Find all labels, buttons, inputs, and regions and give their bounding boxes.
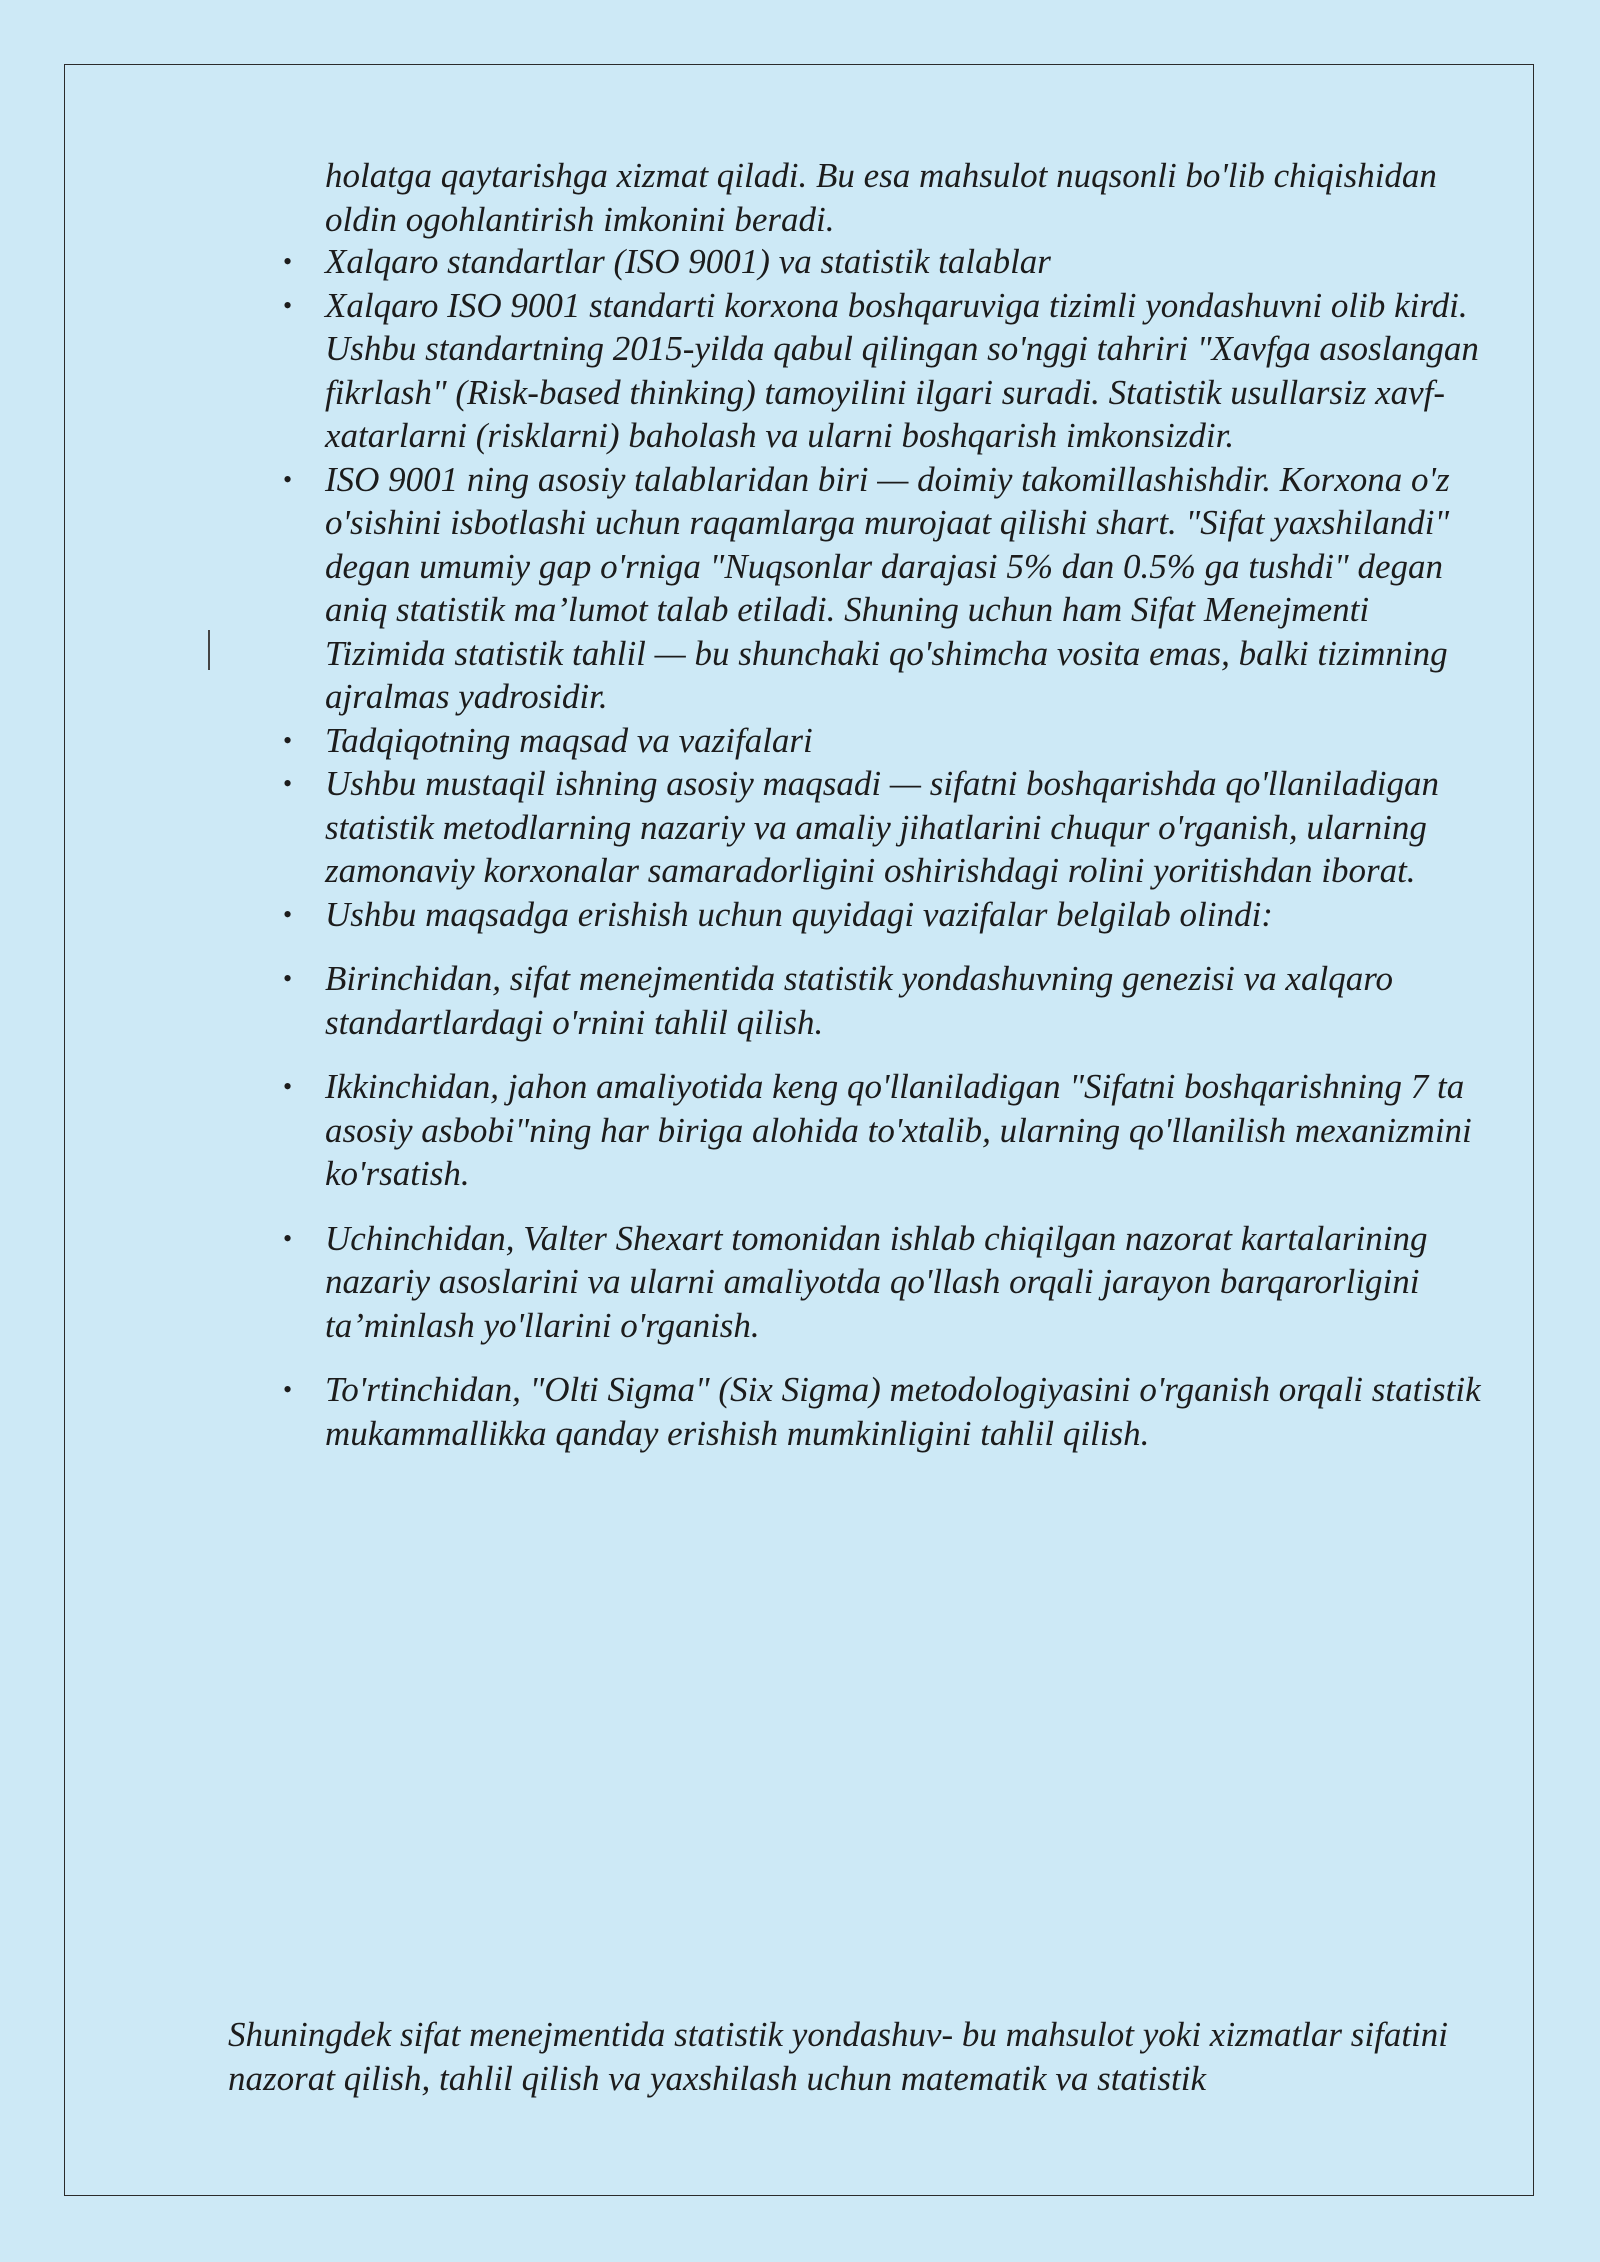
list-item-text: Ushbu maqsadga erishish uchun quyidagi vazifalar belgilab olindi: — [325, 894, 1273, 934]
list-item-text: Xalqaro ISO 9001 standarti korxona boshqaruviga tizimli yondashuvni olib kirdi. Ushbu standartning 2015-yilda qabul qilingan so'nggi tahriri "Xavfga asoslangan fikrlash" (Risk-based thinking) tamoyilini ilgari suradi. Statistik usullarsiz xavf-xatarlarni (risklarni) baholash va ularni boshqarish imkonsizdir. — [325, 285, 1479, 455]
continuation-paragraph: holatga qaytarishga xizmat qiladi. Bu esa mahsulot nuqsonli bo'lib chiqishidan oldin ogohlantirish imkonini beradi. — [325, 156, 1437, 239]
list-item — [283, 893, 1485, 937]
list-item — [283, 957, 1485, 1044]
bullet-icon: • — [283, 247, 293, 276]
bullet-icon: • — [283, 899, 293, 929]
list-item — [283, 458, 1485, 719]
list-item-text: Xalqaro standartlar (ISO 9001) va statistik talablar — [325, 242, 1051, 281]
list-item-text: To'rtinchidan, "Olti Sigma" (Six Sigma) metodologiyasini o'rganish orqali statistik mukammallikka qanday erishish mumkinligini tahlil qilish. — [325, 1370, 1481, 1453]
bullet-icon: • — [283, 290, 293, 320]
bullet-icon: • — [283, 1223, 293, 1253]
bullet-list — [0, 240, 1600, 1455]
list-item — [283, 1217, 1485, 1348]
bullet-icon: • — [283, 964, 293, 993]
bottom-paragraph: Shuningdek sifat menejmentida statistik yondashuv- bu mahsulot yoki xizmatlar sifatini nazorat qilish, tahlil qilish va yaxshilash uchun matematik va statistik — [228, 2015, 1449, 2098]
list-item — [283, 240, 1485, 284]
list-item — [283, 1368, 1485, 1455]
list-item — [283, 284, 1485, 458]
bullet-icon: • — [283, 464, 293, 494]
bullet-icon: • — [283, 725, 293, 755]
bullet-icon: • — [283, 1375, 293, 1404]
bullet-icon: • — [283, 769, 293, 798]
list-item-text: Ushbu mustaqil ishning asosiy maqsadi — sifatni boshqarishda qo'llaniladigan statistik metodlarning nazariy va amaliy jihatlarini chuqur o'rganish, ularning zamonaviy korxonalar samaradorligini oshirishdagi rolini yoritishdan iborat. — [325, 764, 1439, 890]
list-item — [283, 762, 1485, 893]
list-item-text: ISO 9001 ning asosiy talablaridan biri — doimiy takomillashishdir. Korxona o'z o'sishini isbotlashi uchun raqamlarga murojaat qilishi shart. "Sifat yaxshilandi" degan umumiy gap o'rniga "Nuqsonlar darajasi 5% dan 0.5% ga tushdi" degan aniq statistik ma’lumot talab etiladi. Shuning uchun ham Sifat Menejmenti Tizimida statistik tahlil — bu shunchaki qo'shimcha vosita emas, balki tizimning ajralmas yadrosidir. — [325, 459, 1450, 716]
list-item-text: Ikkinchidan, jahon amaliyotida keng qo'llaniladigan "Sifatni boshqarishning 7 ta asosiy asbobi"ning har biriga alohida to'xtalib, ularning qo'llanilish mexanizmini ko'rsatish. — [325, 1067, 1472, 1193]
list-item — [283, 719, 1485, 763]
list-item-text: Tadqiqotning maqsad va vazifalari — [325, 720, 813, 760]
list-item-text: Uchinchidan, Valter Shexart tomonidan ishlab chiqilgan nazorat kartalarining nazariy asoslarini va ularni amaliyotda qo'llash orqali jarayon barqarorligini ta’minlash yo'llarini o'rganish. — [325, 1218, 1428, 1345]
list-item-text: Birinchidan, sifat menejmentida statistik yondashuvning genezisi va xalqaro standartlardagi o'rnini tahlil qilish. — [325, 959, 1394, 1042]
list-item — [283, 1065, 1485, 1196]
bullet-icon: • — [283, 1072, 293, 1101]
